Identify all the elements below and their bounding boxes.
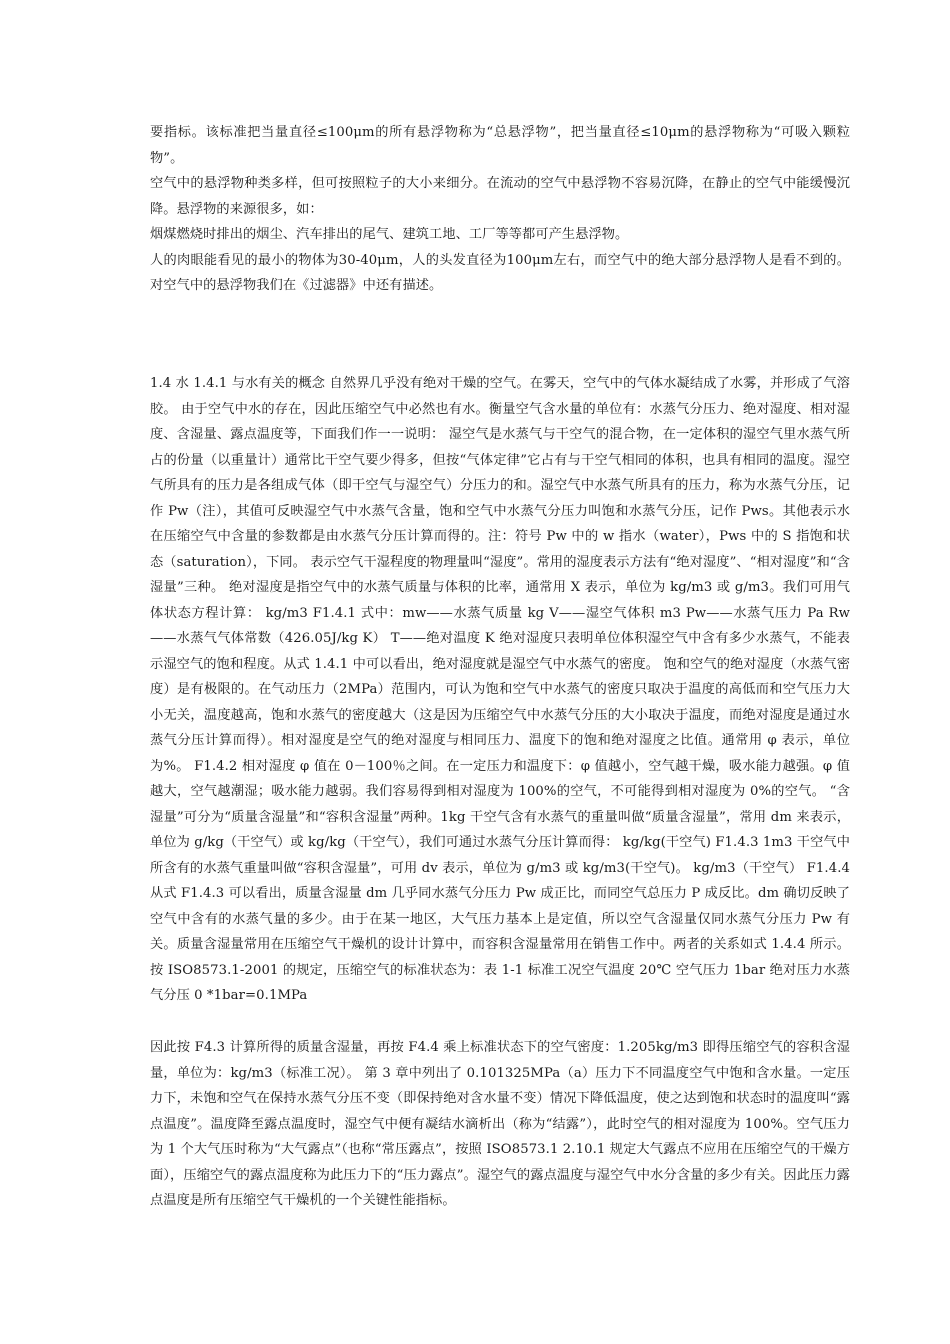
paragraph-dew-point: 因此按 F4.3 计算所得的质量含湿量，再按 F4.4 乘上标准状态下的空气密度：1.205kg/m3 即得压缩空气的容积含湿量，单位为：kg/m3（标准工况）。 第 3 章中列出了 0.101325MPa（a）压力下不同温度空气中饱和含水量。一定压力下，未饱和空气在保持水蒸气分压不变（即保持绝对含水量不变）情况下降低温度，使之达到饱和状态时的温度叫“露点温度”。温度降至露点温度时，湿空气中便有凝结水滴析出（称为“结露”），此时空气的相对湿度为 100%。空气压力为 1 个大气压时称为“大气露点”（也称“常压露点”，按照 ISO8573.1 2.10.1 规定大气露点不应用在压缩空气的干燥方面），压缩空气的露点温度称为此压力下的“压力露点”。湿空气的露点温度与湿空气中水分含量的多少有关。因此压力露点温度是所有压缩空气干燥机的一个关键性能指标。 [150,1040,850,1208]
paragraph-particle-sources: 烟煤燃烧时排出的烟尘、汽车排出的尾气、建筑工地、工厂等等都可产生悬浮物。 [150,227,629,242]
paragraph-particle-classification: 空气中的悬浮物种类多样，但可按照粒子的大小来细分。在流动的空气中悬浮物不容易沉降，在静止的空气中能缓慢沉降。悬浮物的来源很多，如： [150,176,850,217]
suspended-particles-section [150,120,850,299]
paragraph-water-humidity-definitions: 1.4 水 1.4.1 与水有关的概念 自然界几乎没有绝对干燥的空气。在雾天，空气中的气体水凝结成了水雾，并形成了气溶胶。 由于空气中水的存在，因此压缩空气中必然也有水。衡量空气含水量的单位有：水蒸气分压力、绝对湿度、相对湿度、含湿量、露点温度等，下面我们作一一说明： 湿空气是水蒸气与干空气的混合物，在一定体积的湿空气里水蒸气所占的份量（以重量计）通常比干空气要少得多，但按“气体定律”它占有与干空气相同的体积，也具有相同的温度。湿空气所具有的压力是各组成气体（即干空气与湿空气）分压力的和。湿空气中水蒸气所具有的压力，称为水蒸气分压，记作 Pw（注），其值可反映湿空气中水蒸气含量，饱和空气中水蒸气分压力叫饱和水蒸气分压，记作 Pws。其他表示水在压缩空气中含量的参数都是由水蒸气分压计算而得的。注：符号 Pw 中的 w 指水（water），Pws 中的 S 指饱和状态（saturation），下同。 表示空气干湿程度的物理量叫“湿度”。常用的湿度表示方法有“绝对湿度”、“相对湿度”和“含湿量”三种。 绝对湿度是指空气中的水蒸气质量与体积的比率，通常用 X 表示，单位为 kg/m3 或 g/m3。我们可用气体状态方程计算： kg/m3 F1.4.1 式中：mw——水蒸气质量 kg V——湿空气体积 m3 Pw——水蒸气压力 Pa Rw——水蒸气气体常数（426.05J/kg K） T——绝对温度 K 绝对湿度只表明单位体积湿空气中含有多少水蒸气，不能表示湿空气的饱和程度。从式 1.4.1 中可以看出，绝对湿度就是湿空气中水蒸气的密度。 饱和空气的绝对湿度（水蒸气密度）是有极限的。在气动压力（2MPa）范围内，可认为饱和空气中水蒸气的密度只取决于温度的高低而和空气压力大小无关，温度越高，饱和水蒸气的密度越大（这是因为压缩空气中水蒸气分压的大小取决于温度，而绝对湿度是通过水蒸气分压计算而得）。相对湿度是空气的绝对湿度与相同压力、温度下的饱和绝对湿度之比值。通常用 φ 表示，单位为%。 F1.4.2 相对湿度 φ 值在 0－100％之间。在一定压力和温度下：φ 值越小，空气越干燥，吸水能力越强。φ 值越大，空气越潮湿；吸水能力越弱。我们容易得到相对湿度为 100%的空气，不可能得到相对湿度为 0%的空气。 “含湿量”可分为“质量含湿量”和“容积含湿量”两种。1kg 干空气含有水蒸气的重量叫做“质量含湿量”，常用 dm 来表示，单位为 g/kg（干空气）或 kg/kg（干空气），我们可通过水蒸气分压计算而得： kg/kg(干空气) F1.4.3 1m3 干空气中所含有的水蒸气重量叫做“容积含湿量”，可用 dv 表示，单位为 g/m3 或 kg/m3(干空气)。 kg/m3（干空气） F1.4.4 从式 F1.4.3 可以看出，质量含湿量 dm 几乎同水蒸气分压力 Pw 成正比，而同空气总压力 P 成反比。dm 确切反映了空气中含有的水蒸气量的多少。由于在某一地区，大气压力基本上是定值，所以空气含湿量仅同水蒸气分压力 Pw 有关。质量含湿量常用在压缩空气干燥机的设计计算中，而容积含湿量常用在销售工作中。两者的关系如式 1.4.4 所示。按 ISO8573.1-2001 的规定，压缩空气的标准状态为：表 1-1 标准工况空气温度 20℃ 空气压力 1bar 绝对压力水蒸气分压 0 *1bar=0.1MPa [150,376,850,1003]
paragraph-particle-visibility: 人的肉眼能看见的最小的物体为30-40μm，人的头发直径为100μm左右，而空气中的绝大部分悬浮物人是看不到的。对空气中的悬浮物我们在《过滤器》中还有描述。 [150,252,850,293]
paragraph-standard-definition: 要指标。该标准把当量直径≤100μm的所有悬浮物称为“总悬浮物”，把当量直径≤10μm的悬浮物称为“可吸入颗粒物”。 [150,125,850,166]
water-concepts-section [150,371,850,1009]
dew-point-section [150,1035,850,1214]
